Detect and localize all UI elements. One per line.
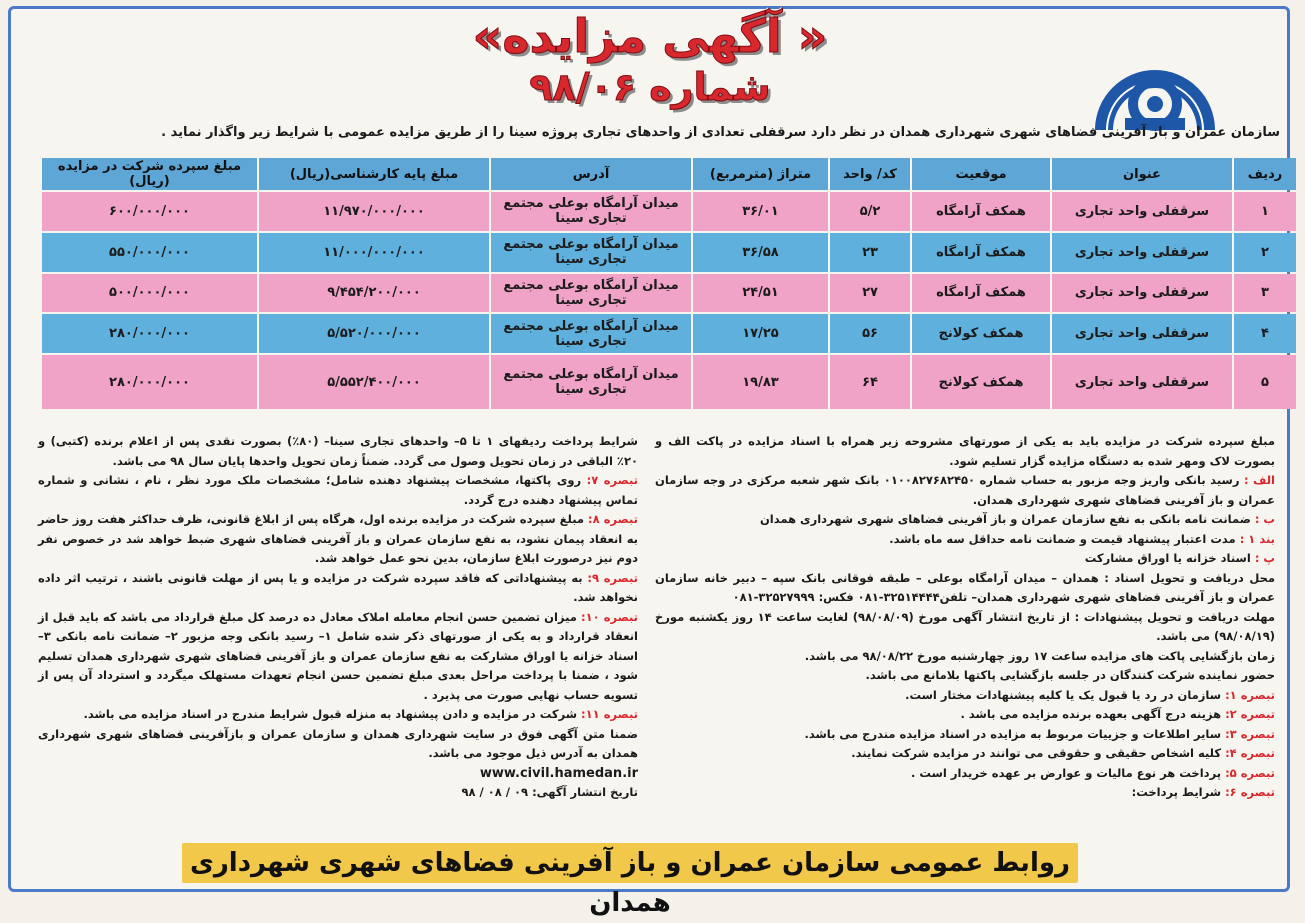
condition-paragraph: تبصره ۷: روی پاکتها، مشخصات پیشنهاد دهنده شامل؛ مشخصات ملک مورد نظر ، نام ، نشانی و شماره تماس پیشنهاد دهنده درج گردد. <box>38 473 638 507</box>
cell-row-number: ۳ <box>1234 274 1296 313</box>
cell-title: سرقفلی واحد تجاری <box>1052 192 1232 231</box>
condition-paragraph: الف : رسید بانکی واریز وجه مزبور به حساب شماره ۰۱۰۰۸۲۷۶۸۲۴۵۰ بانک شهر شعبه مرکزی در وجه سازمان عمران و باز آفرینی فضاهای شهری شهرداری همدان. <box>655 473 1275 507</box>
title-text: « آگهی مزایده» <box>472 9 828 63</box>
cell-area: ۳۶/۰۱ <box>693 192 828 231</box>
cell-unit-code: ۶۴ <box>830 355 910 409</box>
header-cell: مبلغ سپرده شرکت در مزایده (ریال) <box>42 158 257 190</box>
cell-base-price: ۹/۴۵۴/۲۰۰/۰۰۰ <box>259 274 489 313</box>
cell-area: ۲۴/۵۱ <box>693 274 828 313</box>
condition-paragraph: ضمنا متن آگهی فوق در سایت شهرداری همدان و سازمان عمران و بازآفرینی فضاهای شهری شهرداری همدان به آدرس ذیل موجود می باشد. <box>38 726 638 760</box>
cell-base-price: ۱۱/۰۰۰/۰۰۰/۰۰۰ <box>259 233 489 272</box>
cell-base-price: ۵/۵۲۰/۰۰۰/۰۰۰ <box>259 314 489 353</box>
organization-logo-icon <box>1085 18 1225 136</box>
cell-address: میدان آرامگاه بوعلی مجتمع تجاری سینا <box>491 192 691 231</box>
condition-paragraph: تبصره ۱۱: شرکت در مزایده و دادن پیشنهاد به منزله قبول شرایط مندرج در اسناد مزایده می باشد. <box>83 707 638 721</box>
cell-deposit: ۵۵۰/۰۰۰/۰۰۰ <box>42 233 257 272</box>
cell-row-number: ۱ <box>1234 192 1296 231</box>
table-row <box>42 314 1296 353</box>
cell-area: ۳۶/۵۸ <box>693 233 828 272</box>
cell-row-number: ۲ <box>1234 233 1296 272</box>
publish-date: تاریخ انتشار آگهی: ۰۹ / ۰۸ / ۹۸ <box>461 785 638 799</box>
cell-location: همکف آرامگاه <box>912 233 1050 272</box>
cell-address: میدان آرامگاه بوعلی مجتمع تجاری سینا <box>491 233 691 272</box>
cell-deposit: ۵۰۰/۰۰۰/۰۰۰ <box>42 274 257 313</box>
condition-paragraph: تبصره ۸: مبلغ سپرده شرکت در مزایده برنده اول، هرگاه پس از ابلاغ قانونی، ظرف حداکثر هفت روز حاضر به انعقاد پیمان نشود، به نفع سازمان عمران و باز آفرینی فضاهای شهری ضبط خواهد شد در خصوص نفر دوم نیز درصورت ابلاغ سازمان، بدین نحو عمل خواهد شد. <box>38 512 638 565</box>
cell-location: همکف آرامگاه <box>912 274 1050 313</box>
condition-paragraph: ب : ضمانت نامه بانکی به نفع سازمان عمران و باز آفرینی فضاهای شهری شهرداری همدان <box>759 512 1275 526</box>
cell-deposit: ۶۰۰/۰۰۰/۰۰۰ <box>42 192 257 231</box>
table-row <box>42 233 1296 272</box>
header-cell: آدرس <box>491 158 691 190</box>
condition-paragraph: تبصره ۲: هزینه درج آگهی بعهده برنده مزایده می باشد . <box>960 707 1275 721</box>
cell-title: سرقفلی واحد تجاری <box>1052 233 1232 272</box>
cell-location: همکف کولانج <box>912 314 1050 353</box>
cell-unit-code: ۲۷ <box>830 274 910 313</box>
condition-paragraph: تبصره ۱۰: میزان تضمین حسن انجام معامله املاک معادل ده درصد کل مبلغ قرارداد می باشد که باید قبل از انعقاد قرارداد و به یکی از صورتهای ذکر شده شامل ۱– رسید بانکی وجه مزبور ۲– ضمانت نامه بانکی ۳– اسناد خزانه یا اوراق مشارکت به نفع سازمان عمران و باز آفرینی فضاهای شهری شهرداری همدان تسلیم شود ، ضمنا با پرداخت مراحل بعدی مبلغ تضمین حسن انجام تعهدات مستهلک میگردد و استرداد آن پس از تسویه حساب نهایی صورت می پذیرد . <box>38 609 638 702</box>
auction-table <box>40 156 1298 411</box>
header-cell: ردیف <box>1234 158 1296 190</box>
cell-title: سرقفلی واحد تجاری <box>1052 314 1232 353</box>
footer-banner: روابط عمومی سازمان عمران و باز آفرینی فضاهای شهری شهرداری همدان <box>182 843 1078 883</box>
website-line <box>38 764 638 784</box>
cell-address: میدان آرامگاه بوعلی مجتمع تجاری سینا <box>491 355 691 409</box>
condition-paragraph: بند ۱ : مدت اعتبار پیشنهاد قیمت و ضمانت نامه حداقل سه ماه باشد. <box>889 531 1275 546</box>
intro-text: سازمان عمران و باز آفرینی فضاهای شهری شهرداری همدان در نظر دارد سرقفلی تعدادی از واحدهای تجاری پروژه سینا را از طریق مزایده عمومی با شرایط زیر واگذار نماید . <box>161 125 1280 140</box>
condition-paragraph: مبلغ سپرده شرکت در مزایده باید به یکی از صورتهای مشروحه زیر همراه با اسناد مزایده در پاکت الف و بصورت لاک ومهر شده به دستگاه مزایده گزار تسلیم شود. <box>655 434 1275 468</box>
header-cell: مبلغ پایه کارشناسی(ریال) <box>259 158 489 190</box>
cell-unit-code: ۵/۲ <box>830 192 910 231</box>
condition-paragraph: مهلت دریافت و تحویل پیشنهادات : از تاریخ انتشار آگهی مورخ (۹۸/۰۸/۰۹) لغایت ساعت ۱۴ روز یکشنبه مورخ (۹۸/۰۸/۱۹) می باشد. <box>655 609 1275 643</box>
cell-address: میدان آرامگاه بوعلی مجتمع تجاری سینا <box>491 314 691 353</box>
cell-base-price: ۵/۵۵۲/۴۰۰/۰۰۰ <box>259 355 489 409</box>
website-link[interactable]: www.civil.hamedan.ir <box>479 765 638 781</box>
condition-paragraph: پ : اسناد خزانه یا اوراق مشارکت <box>1084 551 1275 565</box>
cell-deposit: ۲۸۰/۰۰۰/۰۰۰ <box>42 355 257 409</box>
condition-paragraph: حضور نماینده شرکت کنندگان در جلسه بازگشایی پاکتها بلامانع می باشد. <box>865 668 1275 682</box>
cell-row-number: ۴ <box>1234 314 1296 353</box>
cell-area: ۱۷/۲۵ <box>693 314 828 353</box>
condition-paragraph: زمان بازگشایی پاکت های مزایده ساعت ۱۷ روز چهارشنبه مورخ ۹۸/۰۸/۲۲ می باشد. <box>804 648 1275 663</box>
condition-paragraph: تبصره ۶: شرایط پرداخت: <box>1131 785 1275 799</box>
condition-paragraph: تبصره ۳: سایر اطلاعات و جزییات مربوط به مزایده در اسناد مزایده مندرج می باشد. <box>804 726 1275 741</box>
cell-address: میدان آرامگاه بوعلی مجتمع تجاری سینا <box>491 274 691 313</box>
condition-paragraph: تبصره ۱: سازمان در رد یا قبول یک یا کلیه پیشنهادات مختار است. <box>905 687 1275 702</box>
table-header-row <box>42 158 1296 190</box>
cell-location: همکف کولانج <box>912 355 1050 409</box>
condition-paragraph: تبصره ۹: به پیشنهاداتی که فاقد سپرده شرکت در مزایده و یا پس از مهلت قانونی باشند ، ترتیب اثر داده نخواهد شد. <box>38 570 638 604</box>
cell-title: سرقفلی واحد تجاری <box>1052 355 1232 409</box>
announcement-title <box>470 8 830 126</box>
condition-paragraph: تبصره ۵: پرداخت هر نوع مالیات و عوارض بر عهده خریدار است . <box>911 765 1275 780</box>
header-cell: موقعیت <box>912 158 1050 190</box>
cell-deposit: ۲۸۰/۰۰۰/۰۰۰ <box>42 314 257 353</box>
header-cell: عنوان <box>1052 158 1232 190</box>
condition-paragraph: تبصره ۴: کلیه اشخاص حقیقی و حقوقی می توانند در مزایده شرکت نمایند. <box>851 746 1275 760</box>
cell-location: همکف آرامگاه <box>912 192 1050 231</box>
cell-title: سرقفلی واحد تجاری <box>1052 274 1232 313</box>
condition-paragraph: شرایط پرداخت ردیفهای ۱ تا ۵– واحدهای تجاری سینا– (۸۰٪) بصورت نقدی پس از اعلام برنده (کتبی) و ۲۰٪ الباقی در زمان تحویل وصول می گردد. ضمناً زمان تحویل واحدها پایان سال ۹۸ می باشد. <box>38 434 638 468</box>
cell-unit-code: ۵۶ <box>830 314 910 353</box>
cell-unit-code: ۲۳ <box>830 233 910 272</box>
cell-base-price: ۱۱/۹۷۰/۰۰۰/۰۰۰ <box>259 192 489 231</box>
condition-paragraph: محل دریافت و تحویل اسناد : همدان – میدان آرامگاه بوعلی – طبقه فوقانی بانک سپه – دبیر خانه سازمان عمران و باز آفرینی فضاهای شهری شهرداری همدان– تلفن۳۲۵۱۴۴۴۴-۰۸۱ فکس: ۳۲۵۲۷۹۹۹-۰۸۱ <box>655 570 1275 604</box>
table-row <box>42 355 1296 409</box>
cell-row-number: ۵ <box>1234 355 1296 409</box>
announcement-number: شماره ۹۸/۰۶ <box>529 65 771 109</box>
header-cell: متراژ (مترمربع) <box>693 158 828 190</box>
table-row <box>42 192 1296 231</box>
header-cell: کد/ واحد <box>830 158 910 190</box>
conditions-left-column <box>38 432 638 803</box>
conditions-right-column <box>655 432 1275 803</box>
cell-area: ۱۹/۸۳ <box>693 355 828 409</box>
table-row <box>42 274 1296 313</box>
